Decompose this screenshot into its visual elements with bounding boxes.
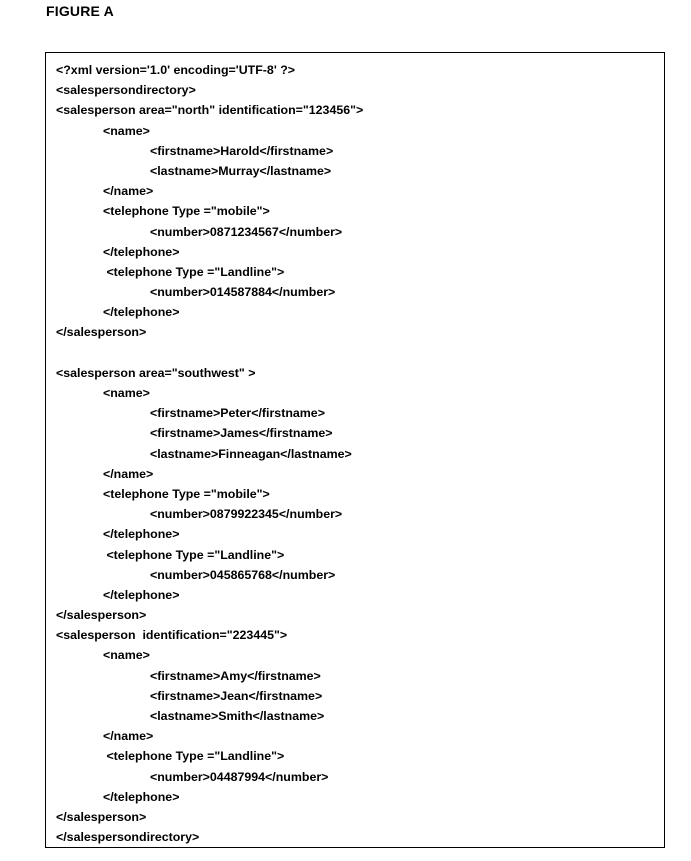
- xml-code-line: <telephone Type ="mobile">: [103, 486, 270, 501]
- xml-code-line: <firstname>Peter</firstname>: [150, 406, 325, 421]
- xml-code-line: </salespersondirectory>: [56, 830, 200, 845]
- xml-code-line: <name>: [103, 648, 150, 663]
- xml-code-line: </name>: [103, 729, 154, 744]
- blank-line: [56, 343, 363, 363]
- figure-title: FIGURE A: [46, 3, 114, 19]
- xml-code-line: <lastname>Smith</lastname>: [150, 709, 325, 723]
- xml-code-line: <number>045865768</number>: [150, 567, 336, 582]
- xml-code-line: <number>04487994</number>: [150, 769, 329, 784]
- xml-code-line: <number>0879922345</number>: [150, 507, 343, 522]
- xml-code-line: </telephone>: [103, 305, 180, 320]
- xml-code-line: <name>: [103, 123, 150, 138]
- xml-code-line: <number>0871234567</number>: [150, 224, 343, 239]
- xml-code-line: <firstname>James</firstname>: [150, 426, 333, 441]
- xml-code-line: <salesperson area="north" identification="123456">: [56, 103, 364, 118]
- xml-code-line: </name>: [103, 466, 154, 481]
- xml-code-line: </salesperson>: [56, 608, 147, 623]
- xml-code-line: </telephone>: [103, 244, 180, 259]
- xml-code-line: <salespersondirectory>: [56, 83, 196, 98]
- xml-code-line: </telephone>: [103, 527, 180, 542]
- xml-code-line: <telephone Type ="Landline">: [103, 749, 285, 764]
- xml-code-line: </salesperson>: [56, 325, 147, 340]
- xml-code-line: <name>: [103, 386, 150, 400]
- xml-code-line: <telephone Type ="mobile">: [103, 204, 270, 219]
- xml-code-line: <?xml version='1.0' encoding='UTF-8' ?>: [56, 63, 296, 77]
- xml-code-line: <firstname>Amy</firstname>: [150, 668, 321, 683]
- xml-code-box: [45, 52, 665, 848]
- xml-code-line: </telephone>: [103, 789, 180, 804]
- xml-code-line: <firstname>Jean</firstname>: [150, 688, 323, 703]
- xml-code-line: <number>014587884</number>: [150, 285, 336, 300]
- xml-code-line: </name>: [103, 184, 154, 199]
- xml-code-line: <lastname>Murray</lastname>: [150, 163, 332, 178]
- xml-code-line: <telephone Type ="Landline">: [103, 547, 285, 562]
- xml-code-line: </telephone>: [103, 587, 180, 602]
- xml-code-line: <lastname>Finneagan</lastname>: [150, 446, 352, 461]
- xml-code-line: </salesperson>: [56, 809, 147, 824]
- xml-code-listing: [56, 60, 363, 847]
- xml-code-line: <telephone Type ="Landline">: [103, 264, 285, 279]
- xml-code-line: <firstname>Harold</firstname>: [150, 143, 334, 158]
- xml-code-line: <salesperson area="southwest" >: [56, 365, 256, 380]
- xml-code-line: <salesperson identification="223445">: [56, 628, 288, 643]
